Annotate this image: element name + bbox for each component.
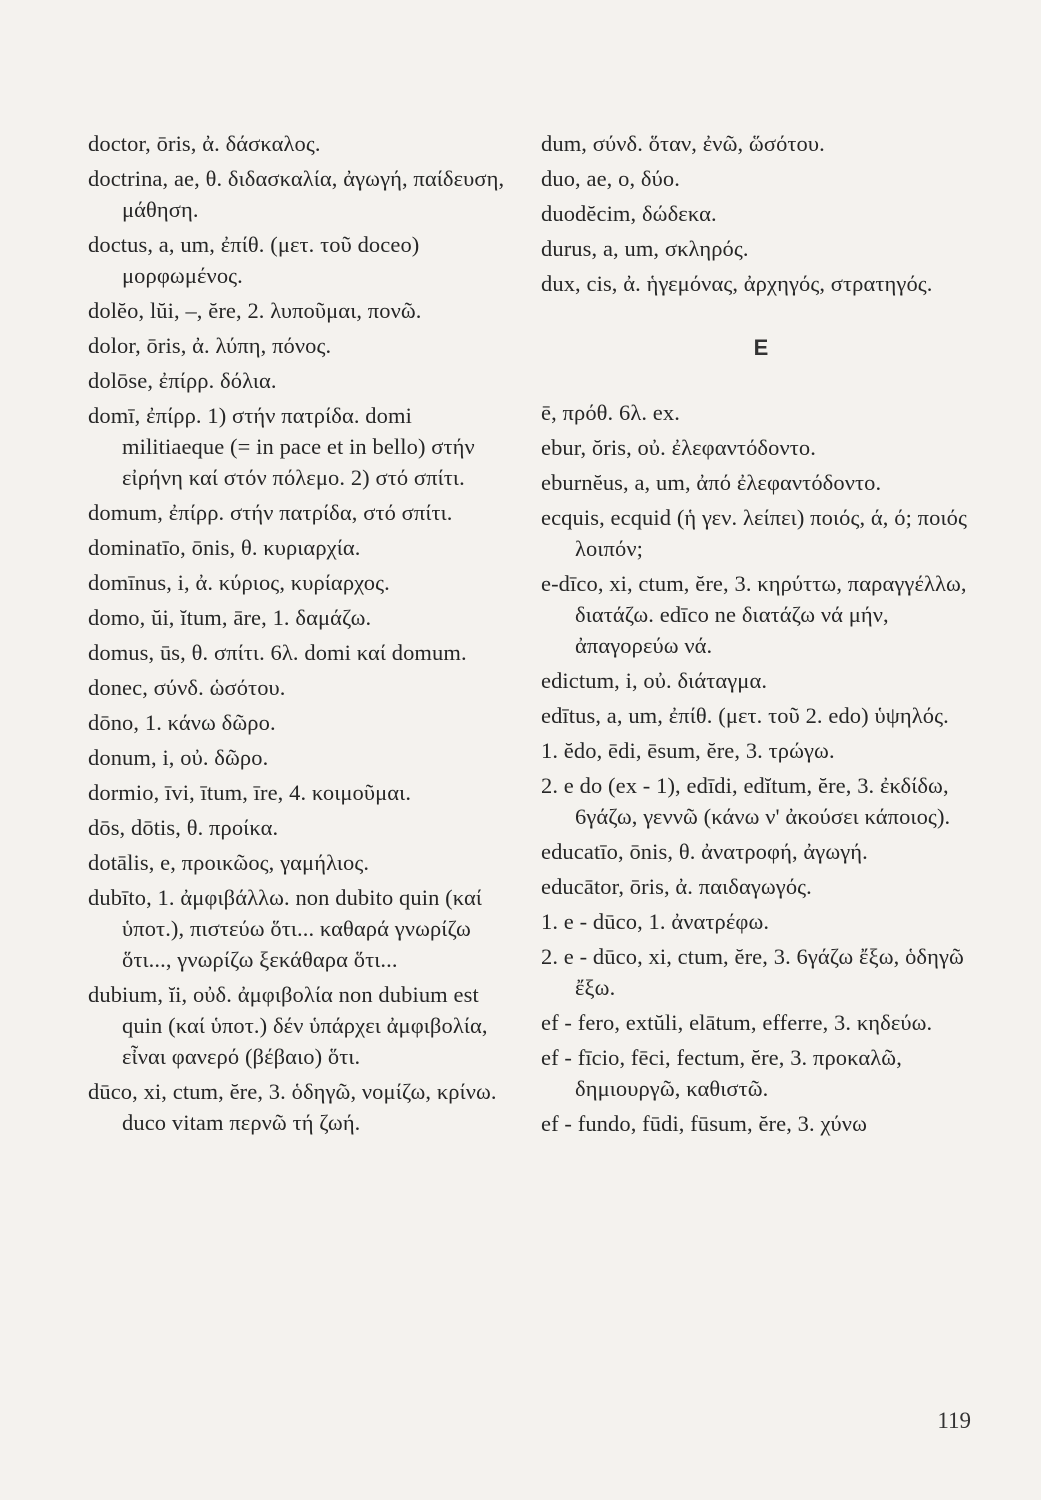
dictionary-entry: doctrina, ae, θ. διδασκαλία, ἀγωγή, παίδευση, μάθηση. [88, 166, 505, 222]
left-column [88, 128, 514, 1142]
dictionary-entry: 1. e - dūco, 1. ἀνατρέφω. [541, 909, 770, 934]
dictionary-entry: doctor, ōris, ἀ. δάσκαλος. [88, 131, 321, 156]
dictionary-entry: ef - fundo, fūdi, fūsum, ĕre, 3. χύνω [541, 1111, 867, 1136]
dictionary-entry: dolĕo, lŭi, –, ĕre, 2. λυποῦμαι, πονῶ. [88, 298, 422, 323]
dictionary-entry: educatīo, ōnis, θ. ἀνατροφή, ἀγωγή. [541, 839, 868, 864]
dictionary-entry: doctus, a, um, ἐπίθ. (μετ. τοῦ doceo) μορφωμένος. [88, 232, 420, 288]
dictionary-entry: dōno, 1. κάνω δῶρο. [88, 710, 276, 735]
dictionary-entry: dotālis, e, προικῶος, γαμήλιος. [88, 850, 370, 875]
dictionary-entry: 2. e - dūco, xi, ctum, ĕre, 3. 6γάζω ἔξω, ὁδηγῶ ἔξω. [541, 944, 964, 1000]
page-number: 119 [937, 1408, 971, 1433]
dictionary-entry: edītus, a, um, ἐπίθ. (μετ. τοῦ 2. edo) ὑψηλός. [541, 703, 949, 728]
dictionary-entry: eburnĕus, a, um, ἀπό ἐλεφαντόδοντο. [541, 470, 882, 495]
dictionary-entry: ecquis, ecquid (ἡ γεν. λείπει) ποιός, ά, ό; ποιός λοιπόν; [541, 505, 967, 561]
dictionary-entry: dominatīo, ōnis, θ. κυριαρχία. [88, 535, 361, 560]
dictionary-entry: dolor, ōris, ἀ. λύπη, πόνος. [88, 333, 332, 358]
dictionary-entry: ē, πρόθ. 6λ. ex. [541, 400, 680, 425]
dictionary-entry: domīnus, i, ἀ. κύριος, κυρίαρχος. [88, 570, 390, 595]
dictionary-entry: ef - fīcio, fēci, fectum, ĕre, 3. προκαλῶ, δημιουργῶ, καθιστῶ. [541, 1045, 902, 1101]
dictionary-entry: domī, ἐπίρρ. 1) στήν πατρίδα. domi militiaeque (= in pace et in bello) στήν εἰρήνη καί στόν πόλεμο. 2) στό σπίτι. [88, 403, 475, 490]
dictionary-entry: ef - fero, extŭli, elātum, efferre, 3. κηδεύω. [541, 1010, 933, 1035]
right-column [541, 128, 981, 1143]
dictionary-entry: dubīto, 1. ἀμφιβάλλω. non dubito quin (καί ὑποτ.), πιστεύω ὅτι... καθαρά γνωρίζω ὅτι..., γνωρίζω ξεκάθαρα ὅτι... [88, 885, 483, 972]
dictionary-entry: domum, ἐπίρρ. στήν πατρίδα, στό σπίτι. [88, 500, 453, 525]
section-heading: E [753, 335, 769, 360]
dictionary-entry: duodĕcim, δώδεκα. [541, 201, 717, 226]
dictionary-entry: dum, σύνδ. ὅταν, ἐνῶ, ὥσότου. [541, 131, 825, 156]
dictionary-entry: dormio, īvi, ītum, īre, 4. κοιμοῦμαι. [88, 780, 412, 805]
dictionary-entry: domo, ŭi, ĭtum, āre, 1. δαμάζω. [88, 605, 372, 630]
dictionary-entry: donec, σύνδ. ὡσότου. [88, 675, 286, 700]
dictionary-entry: domus, ūs, θ. σπίτι. 6λ. domi καί domum. [88, 640, 467, 665]
dictionary-entry: ebur, ŏris, οὐ. ἐλεφαντόδοντο. [541, 435, 816, 460]
dictionary-entry: durus, a, um, σκληρός. [541, 236, 749, 261]
dictionary-entry: dubium, ĭi, οὐδ. ἀμφιβολία non dubium est quin (καί ὑποτ.) δέν ὑπάρχει ἀμφιβολία, εἶναι φανερό (βέβαιο) ὅτι. [88, 982, 488, 1069]
dictionary-entry: donum, i, οὐ. δῶρο. [88, 745, 269, 770]
dictionary-entry: duo, ae, o, δύο. [541, 166, 680, 191]
dictionary-entry: 1. ĕdo, ēdi, ēsum, ĕre, 3. τρώγω. [541, 738, 835, 763]
dictionary-entry: dolōse, ἐπίρρ. δόλια. [88, 368, 277, 393]
dictionary-entry: dōs, dōtis, θ. προίκα. [88, 815, 279, 840]
dictionary-entry: dux, cis, ἀ. ἡγεμόνας, ἀρχηγός, στρατηγός. [541, 271, 933, 296]
dictionary-entry: edictum, i, οὐ. διάταγμα. [541, 668, 768, 693]
dictionary-entry: educātor, ōris, ἀ. παιδαγωγός. [541, 874, 812, 899]
dictionary-entry: e-dīco, xi, ctum, ĕre, 3. κηρύττω, παραγγέλλω, διατάζω. edīco ne διατάζω νά μήν, ἀπαγορεύω νά. [541, 571, 967, 658]
dictionary-entry: 2. e do (ex - 1), edīdi, edĭtum, ĕre, 3. ἐκδίδω, 6γάζω, γεννῶ (κάνω ν' ἀκούσει κάποιος). [541, 773, 951, 829]
dictionary-entry: dūco, xi, ctum, ĕre, 3. ὁδηγῶ, νομίζω, κρίνω. duco vitam περνῶ τή ζωή. [88, 1079, 497, 1135]
